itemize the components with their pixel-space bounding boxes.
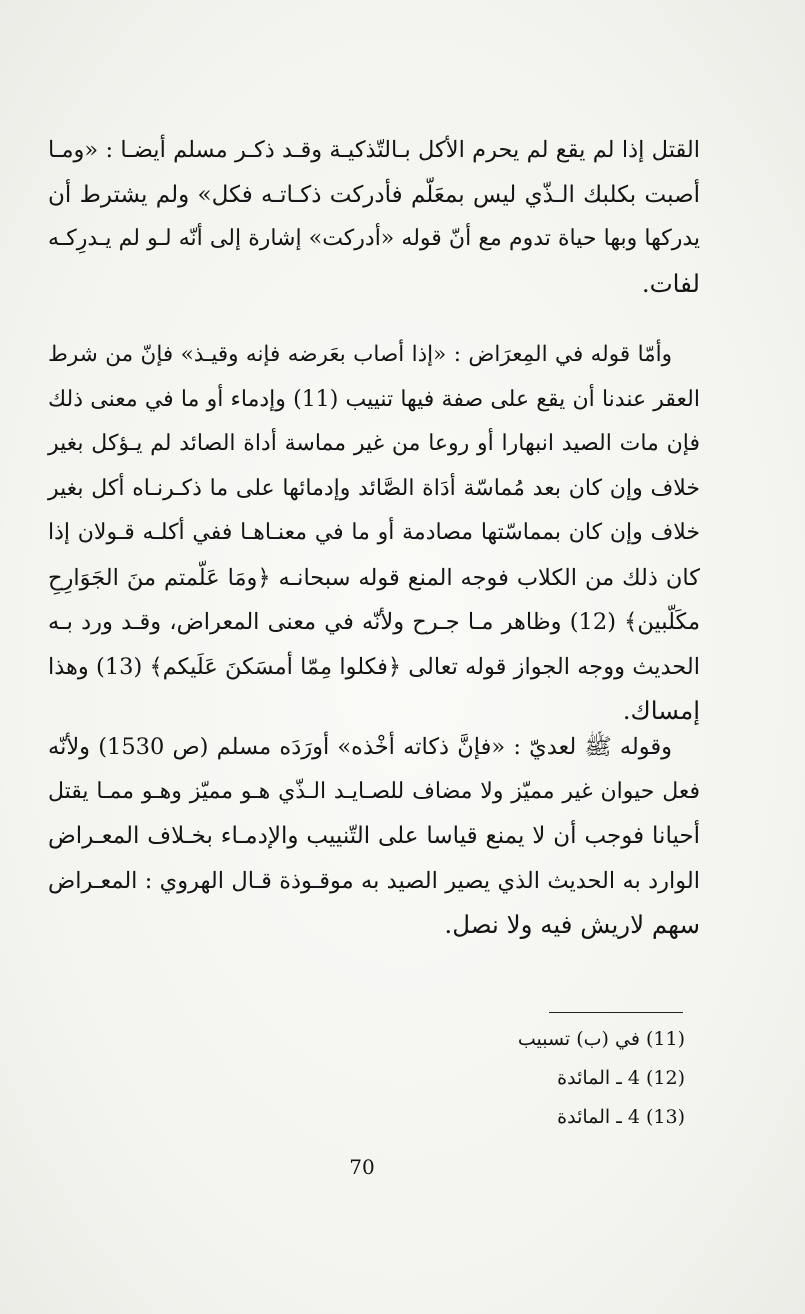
footnote-separator: [549, 1012, 683, 1013]
text-line: كان ذلك من الكلاب فوجه المنع قوله سبحانـه ﴿ومَا عَلّمتم منَ الجَوَارِحِ: [48, 564, 700, 591]
text-line: أحيانا فوجب أن لا يمنع قياسا على التّنييب والإدمـاء بخـلاف المعـراض: [48, 823, 700, 849]
text-line: العقر عندنا أن يقع على صفة فيها تنييب (11) وإدماء أو ما في معنى ذلك: [48, 386, 700, 412]
paragraph-3: [48, 725, 700, 948]
text-line: وأمّا قوله في المِعرَاض : «إذا أصاب بعَرضه فإنه وقيـذ» فإنّ من شرط: [48, 342, 672, 367]
text-line: أصبت بكلبك الـذّي ليس بمعَلّم فأدركت ذكـاتـه فكل» ولم يشترط أن: [48, 181, 700, 208]
text-line: مكَلّبين﴾ (12) وظاهر مـا جـرح ولأنّه في معنى المعراض، وقـد ورد بـه: [48, 609, 700, 635]
text-line: خلاف وإن كان بعد مُماسّة أدَاة الصَّائد وإدمائها على ما ذكـرنـاه أكل بغير: [48, 475, 700, 501]
paragraph-2: [48, 333, 700, 734]
text-line: يدركها وبها حياة تدوم مع أنّ قوله «أدركت» إشارة إلى أنّه لـو لم يـدرِكـه: [48, 226, 700, 251]
footnote: (11) في (ب) تسبيب: [517, 1028, 685, 1050]
text-line: الوارد به الحديث الذي يصير الصيد به موقـوذة قـال الهروي : المعـراض: [48, 867, 700, 894]
page-number: 70: [349, 1155, 375, 1179]
text-line: فإن مات الصيد انبهارا أو روعا من غير مماسة أداة الصائد لم يـؤكل بغير: [48, 431, 700, 456]
text-line: وقوله ﷺ لعديّ : «فإنَّ ذكاته أخْذه» أورَدَه مسلم (ص 1530) ولأنّه: [48, 734, 673, 760]
text-line: الحديث ووجه الجواز قوله تعالى ﴿فكلوا مِمّا أمسَكنَ عَلَيكم﴾ (13) وهذا: [48, 653, 700, 680]
paragraph-1: [48, 128, 700, 306]
text-line: سهم لاريش فيه ولا نصل.: [444, 910, 700, 939]
text-line: إمساك.: [622, 696, 700, 725]
footnote: (12) 4 ـ المائدة: [557, 1067, 685, 1089]
footnote: (13) 4 ـ المائدة: [557, 1106, 685, 1128]
text-line: لفات.: [641, 268, 700, 298]
footnotes: [400, 1020, 685, 1137]
text-line: فعل حيوان غير مميّز ولا مضاف للصـايـد الـذّي هـو مميّز وهـو ممـا يقتل: [48, 778, 700, 804]
text-line: القتل إذا لم يقع لم يحرم الأكل بـالتّذكيـة وقـد ذكـر مسلم أيضـا : «ومـا: [48, 137, 700, 163]
text-line: خلاف وإن كان بمماسّتها مصادمة أو ما في معنـاهـا ففي أكلـه قـولان إذا: [48, 520, 700, 545]
